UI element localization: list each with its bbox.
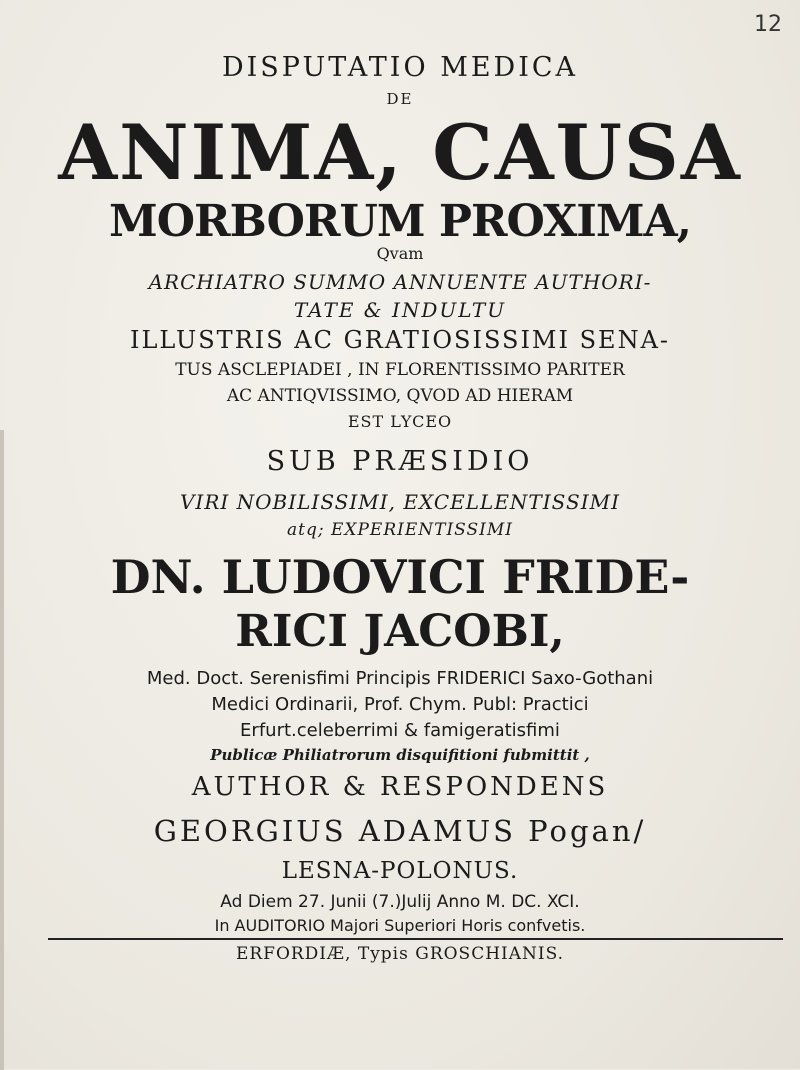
line-georgius: GEORGIUS ADAMUS Pogan/ <box>153 814 647 848</box>
page-number: 12 <box>754 12 782 37</box>
line-asclepiadei: TUS ASCLEPIADEI , IN FLORENTISSIMO PARITER <box>175 360 625 380</box>
line-publicae: Publicæ Philiatrorum disquifitioni fubmittit , <box>210 746 590 764</box>
line-experientissimi: atq; EXPERIENTISSIMI <box>286 520 514 540</box>
line-author-respondens: AUTHOR & RESPONDENS <box>191 772 609 802</box>
line-in-auditorio: In AUDITORIO Majori Superiori Horis confvetis. <box>214 916 586 935</box>
line-med-doct: Med. Doct. Serenisfimi Principis FRIDERICI Saxo-Gothani <box>146 668 654 689</box>
line-lesna-polonus: LESNA-POLONUS. <box>281 858 519 884</box>
line-illustris: ILLUSTRIS AC GRATIOSISSIMI SENA- <box>129 326 671 354</box>
line-tate-indultu: TATE & INDULTU <box>293 298 507 322</box>
line-jacobi: RICI JACOBI, <box>235 606 565 657</box>
line-medici-ordinarii: Medici Ordinarii, Prof. Chym. Publ: Practici <box>211 694 589 715</box>
line-archiatro: ARCHIATRO SUMMO ANNUENTE AUTHORI- <box>148 270 652 294</box>
word-qvam: Qvam <box>376 244 424 263</box>
line-viri-nobilissimi: VIRI NOBILISSIMI, EXCELLENTISSIMI <box>179 490 620 514</box>
heading-disputatio: DISPUTATIO MEDICA <box>221 52 579 83</box>
title-morborum: MORBORUM PROXIMA, <box>109 196 691 247</box>
horizontal-rule <box>48 938 783 940</box>
line-ludovici: DN. LUDOVICI FRIDE- <box>110 550 690 604</box>
line-sub-praesidio: SUB PRÆSIDIO <box>266 446 534 477</box>
line-antiqvissimo: AC ANTIQVISSIMO, QVOD AD HIERAM <box>226 386 574 406</box>
line-erfordiae: ERFORDIÆ, Typis GROSCHIANIS. <box>235 944 565 964</box>
line-lyceo: EST LYCEO <box>347 412 453 431</box>
line-ad-diem: Ad Diem 27. Junii (7.)Julij Anno M. DC. XCI. <box>220 892 580 912</box>
heading-de: DE <box>386 90 414 108</box>
line-erfurt: Erfurt.celeberrimi & famigeratisfimi <box>240 720 560 741</box>
title-anima-causa: ANIMA, CAUSA <box>58 108 742 197</box>
